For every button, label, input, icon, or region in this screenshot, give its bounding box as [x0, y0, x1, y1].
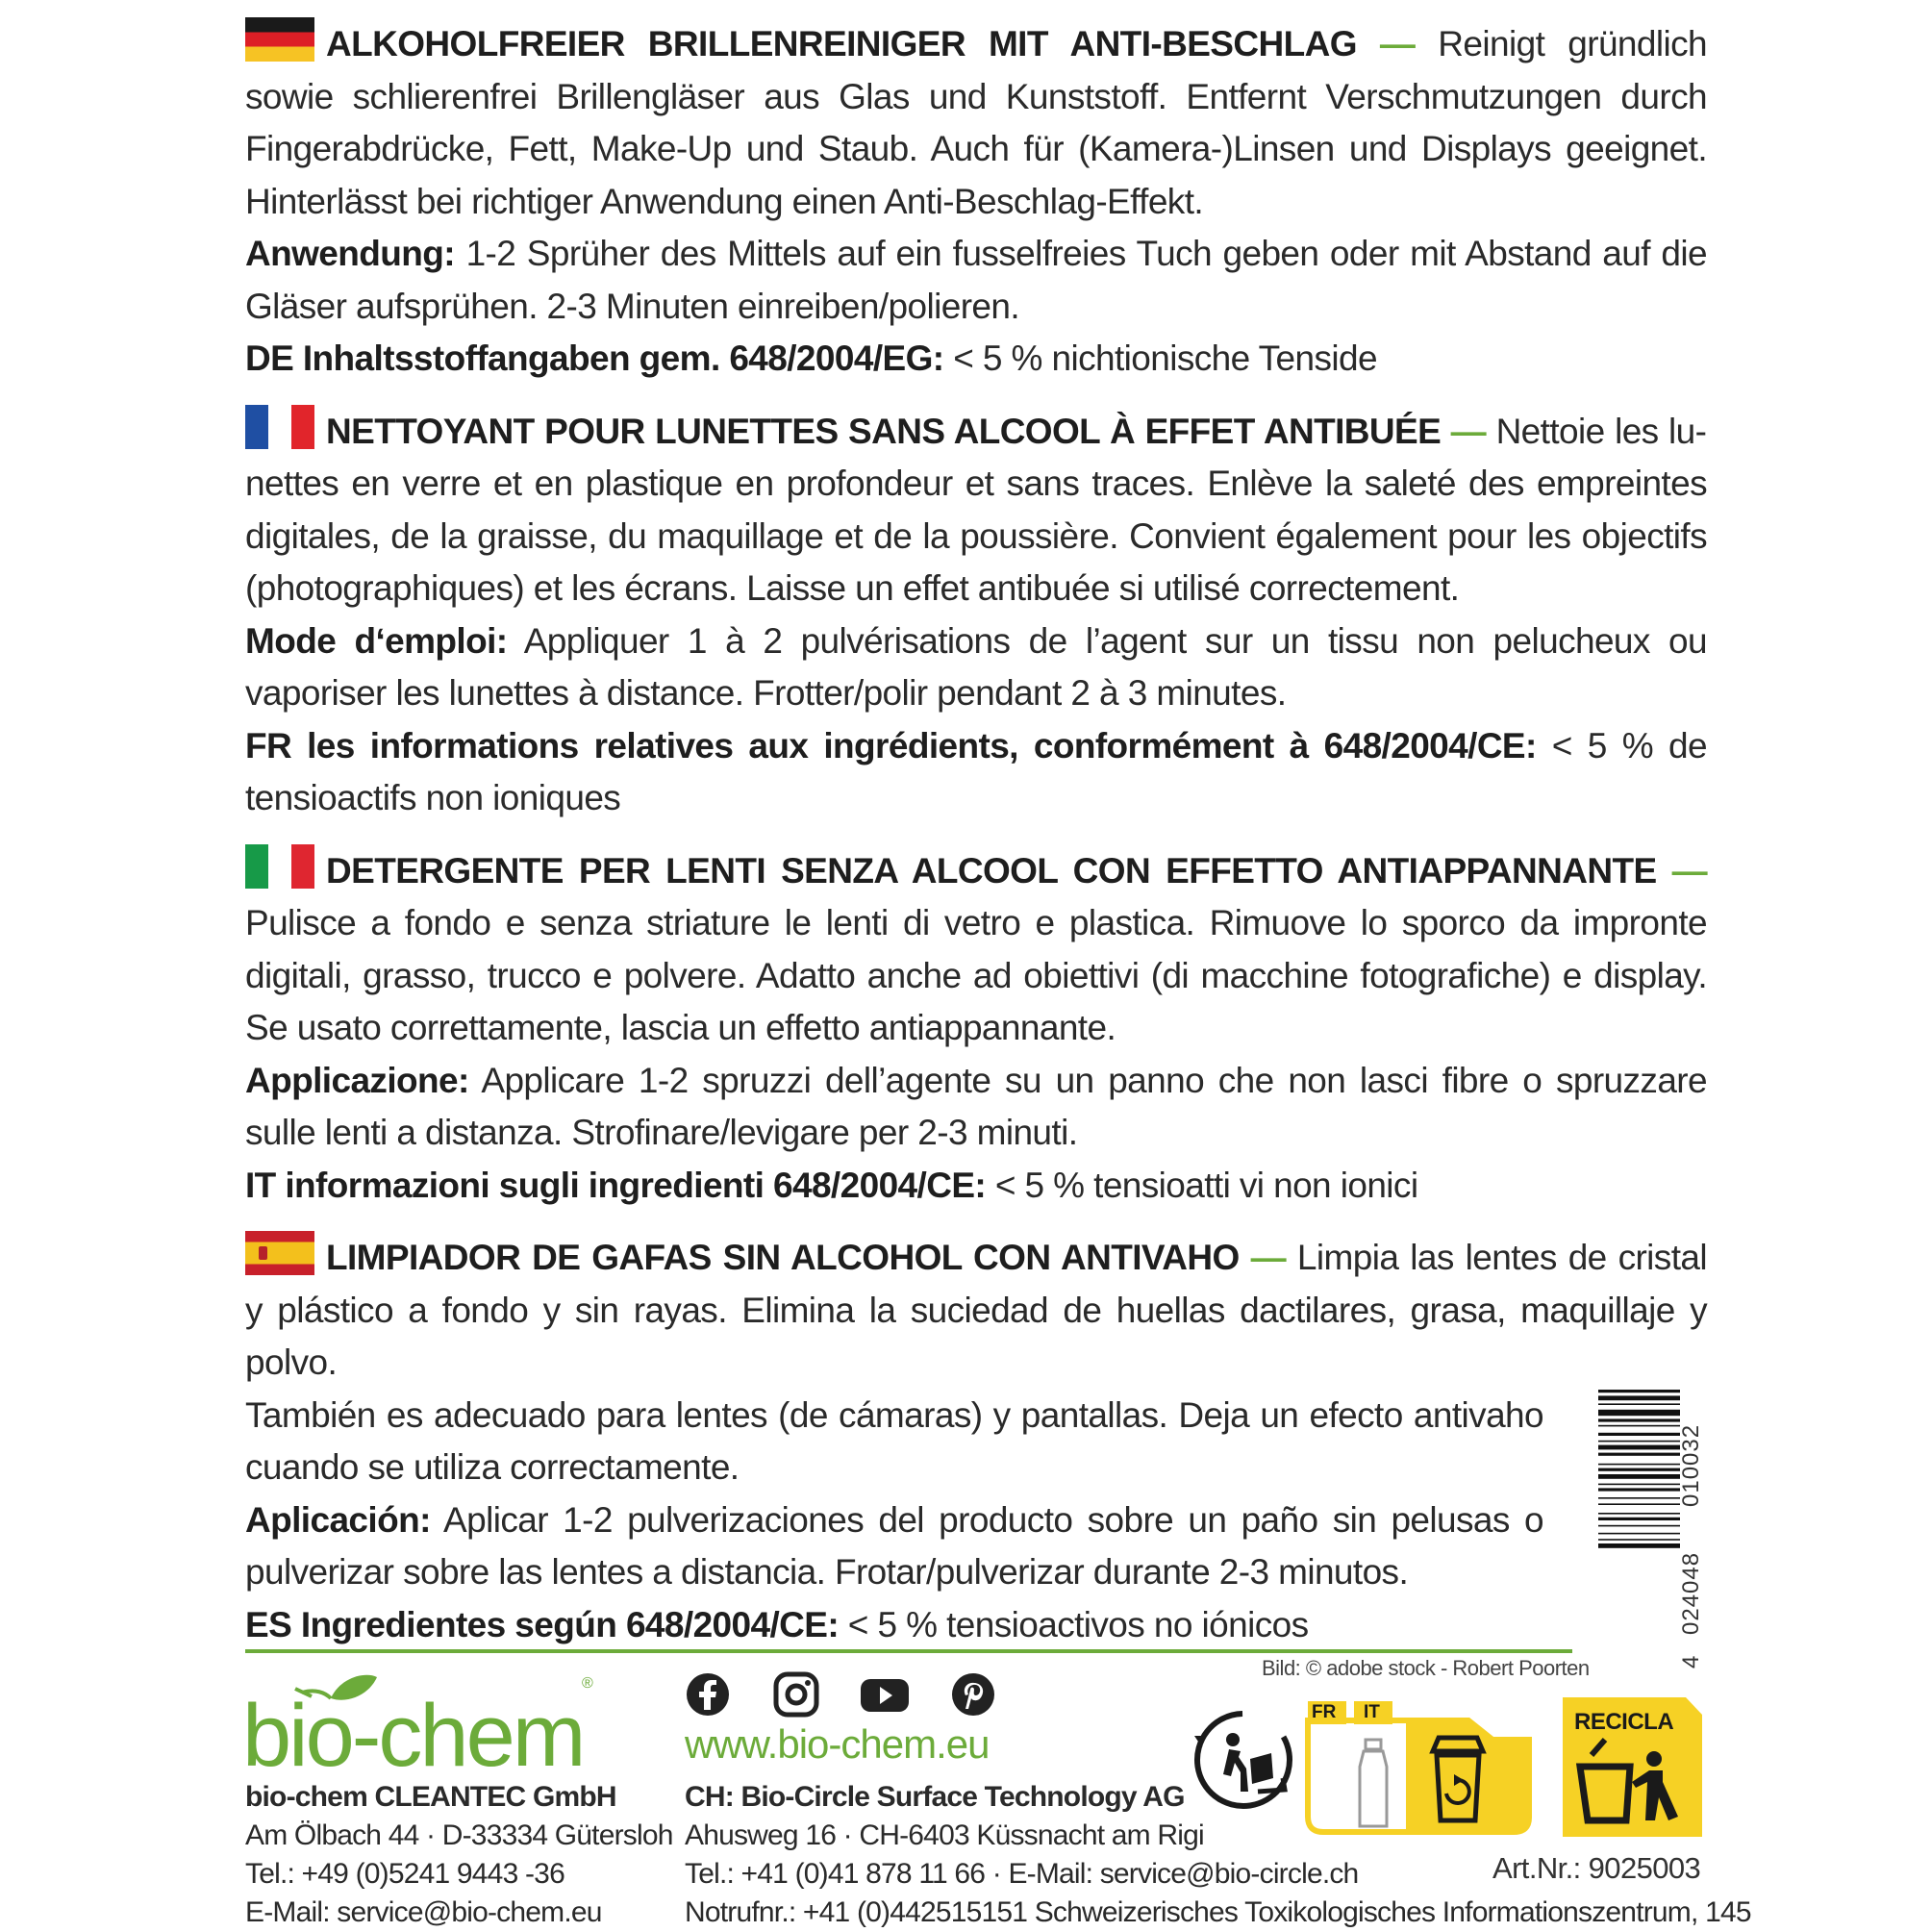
- spanish-usage: [245, 1494, 1543, 1599]
- youtube-icon[interactable]: [860, 1671, 910, 1718]
- flag-spain-icon: [245, 1231, 314, 1275]
- barcode: [1598, 1390, 1704, 1669]
- french-title: NETTOYANT POUR LUNETTES SANS ALCOOL À EFFET ANTIBUÉE: [326, 411, 1442, 451]
- ch-emergency: Notrufnr.: +41 (0)442515151 Schweizerisches Toxikologisches Informationszentrum, 145: [685, 1896, 1751, 1928]
- title-dash: —: [1379, 24, 1416, 63]
- french-usage-label: Mode d‘emploi:: [245, 620, 508, 661]
- french-usage-text: Appliquer 1 à 2 pulvérisations de l’agent sur un tissu non pelucheux ou vaporiser les lunettes à distance. Frotter/polir pendant 2 à 3 minutes.: [245, 620, 1708, 713]
- german-title: ALKOHOLFREIER BRILLENREINIGER MIT ANTI-BESCHLAG: [326, 24, 1357, 63]
- website-link[interactable]: www.bio-chem.eu: [685, 1721, 990, 1767]
- recycling-info-fr-it: [1300, 1697, 1541, 1837]
- french-usage: [245, 615, 1707, 720]
- french-ingredients-text: < 5 % de tensioactifs non ioniques: [245, 725, 1708, 817]
- recycling-badge-fr: FR: [1312, 1702, 1337, 1722]
- company-name: bio-chem CLEANTEC GmbH: [245, 1781, 616, 1813]
- spanish-ingredients-text: < 5 % tensioactivos no iónicos: [847, 1604, 1309, 1644]
- barcode-digits: [1598, 1390, 1704, 1669]
- title-dash: —: [1671, 850, 1708, 891]
- italian-ingredients: [245, 1160, 1707, 1213]
- company-phone: Tel.: +49 (0)5241 9443 -36: [245, 1858, 564, 1890]
- logo-registered-mark: ®: [582, 1675, 593, 1692]
- italian-usage-label: Applicazione:: [245, 1060, 469, 1100]
- italian-ingredients-label: IT informazioni sugli ingredienti 648/2004/CE:: [245, 1165, 987, 1205]
- german-description: Reinigt gründlich sowie schlierenfrei Brillengläser aus Glas und Kunststoff. Entfernt Verschmutzungen durch Fingerabdrücke, Fett, Make-Up und Staub. Auch für (Kamera-)Linsen und Displays geeignet. Hinterlässt bei richtiger Anwendung einen Anti-Beschlag-Effekt.: [245, 24, 1707, 221]
- german-ingredients-text: < 5 % nichtionische Tenside: [953, 339, 1377, 378]
- barcode-digits-group-1: 024048: [1678, 1551, 1704, 1635]
- company-email: E-Mail: service@bio-chem.eu: [245, 1896, 602, 1928]
- logo-text: bio-chem: [242, 1687, 584, 1777]
- ch-address: Ahusweg 16 · CH-6403 Küssnacht am Rigi: [685, 1819, 1204, 1851]
- italian-ingredients-text: < 5 % tensioatti vi non ionici: [994, 1165, 1418, 1205]
- recicla-badge: [1563, 1697, 1702, 1837]
- flag-italy-icon: [245, 844, 314, 889]
- pinterest-icon[interactable]: [950, 1671, 996, 1718]
- italian-usage-text: Applicare 1-2 spruzzi dell’agente su un panno che non lasci fibre o spruzzare sulle lenti a distanza. Strofinare/levigare per 2-3 minuti.: [245, 1060, 1708, 1152]
- barcode-digits-group-2: 010032: [1678, 1423, 1704, 1507]
- french-ingredients: [245, 720, 1707, 825]
- section-french: [245, 405, 1707, 825]
- spanish-ingredients: [245, 1599, 1543, 1652]
- spanish-usage-label: Aplicación:: [245, 1499, 431, 1540]
- recycling-badge-it: IT: [1364, 1702, 1380, 1722]
- french-description: Nettoie les lunettes en verre et en plastique en profondeur et sans traces. Enlève la saleté des empreintes digitales, de la graisse, du maquillage et de la poussière. Convient également pour les objectifs (photographiques) et les écrans. Laisse un effet antibuée si utilisé correctement.: [245, 411, 1707, 608]
- title-dash: —: [1250, 1238, 1286, 1277]
- image-credit: Bild: © adobe stock - Robert Poorten: [1262, 1656, 1590, 1680]
- flag-france-icon: [245, 405, 314, 449]
- spanish-description-2: También es adecuado para lentes (de cámaras) y pantallas. Deja un efecto antivaho cuando se utiliza correctamente.: [245, 1394, 1543, 1487]
- spanish-title: LIMPIADOR DE GAFAS SIN ALCOHOL CON ANTIVAHO: [326, 1238, 1240, 1277]
- italian-usage: [245, 1055, 1707, 1160]
- company-address: Am Ölbach 44 · D-33334 Gütersloh: [245, 1819, 673, 1851]
- spanish-description-1: Limpia las lentes de cristal y plástico a fondo y sin rayas. Elimina la suciedad de huellas dactilares, grasa, maquillaje y polvo.: [245, 1238, 1707, 1382]
- barcode-digit-prefix: 4: [1678, 1654, 1704, 1669]
- section-german: [245, 17, 1707, 386]
- bio-chem-logo: [242, 1671, 608, 1777]
- label-content: [245, 17, 1707, 1651]
- company-info: [245, 1778, 673, 1932]
- recicla-label: RECICLA: [1574, 1709, 1674, 1735]
- italian-intro: [245, 844, 1707, 1055]
- footer-divider: [245, 1649, 1572, 1653]
- section-italian: [245, 844, 1707, 1213]
- triman-recycling-icon: [1191, 1707, 1296, 1813]
- instagram-icon[interactable]: [773, 1671, 819, 1718]
- title-dash: —: [1450, 411, 1487, 451]
- italian-description: Pulisce a fondo e senza striature le lenti di vetro e plastica. Rimuove lo sporco da impronte digitali, grasso, trucco e polvere. Adatto anche ad obiettivi (di macchine fotografiche) e display. Se usato correttamente, lascia un effetto antiappannante.: [245, 903, 1707, 1047]
- german-ingredients: [245, 333, 1707, 386]
- french-intro: [245, 405, 1707, 615]
- spanish-intro: [245, 1231, 1707, 1390]
- recycling-info-graphic: [1300, 1697, 1541, 1837]
- spanish-narrow-block: [245, 1390, 1543, 1652]
- spanish-usage-text: Aplicar 1-2 pulverizaciones del producto sobre un paño sin pelusas o pulverizar sobre las lentes a distancia. Frotar/pulverizar durante 2-3 minutos.: [245, 1499, 1544, 1592]
- ch-company-name: CH: Bio-Circle Surface Technology AG: [685, 1781, 1185, 1813]
- facebook-icon[interactable]: [685, 1671, 731, 1718]
- article-number: Art.Nr.: 9025003: [1492, 1851, 1701, 1885]
- section-spanish: [245, 1231, 1707, 1651]
- german-usage: [245, 228, 1707, 333]
- german-ingredients-label: DE Inhaltsstoffangaben gem. 648/2004/EG:: [245, 339, 944, 378]
- ch-contact: Tel.: +41 (0)41 878 11 66 · E-Mail: service@bio-circle.ch: [685, 1858, 1359, 1890]
- german-usage-label: Anwendung:: [245, 234, 456, 273]
- italian-title: DETERGENTE PER LENTI SENZA ALCOOL CON EFFETTO ANTIAPPANNANTE: [326, 850, 1657, 891]
- french-ingredients-label: FR les informations relatives aux ingrédients, conformément à 648/2004/CE:: [245, 725, 1537, 765]
- flag-germany-icon: [245, 17, 314, 62]
- german-usage-text: 1-2 Sprüher des Mittels auf ein fusselfreies Tuch geben oder mit Abstand auf die Gläser aufsprühen. 2-3 Minuten einreiben/polieren.: [245, 234, 1707, 326]
- spanish-ingredients-label: ES Ingredientes según 648/2004/CE:: [245, 1604, 840, 1644]
- german-intro: [245, 17, 1707, 228]
